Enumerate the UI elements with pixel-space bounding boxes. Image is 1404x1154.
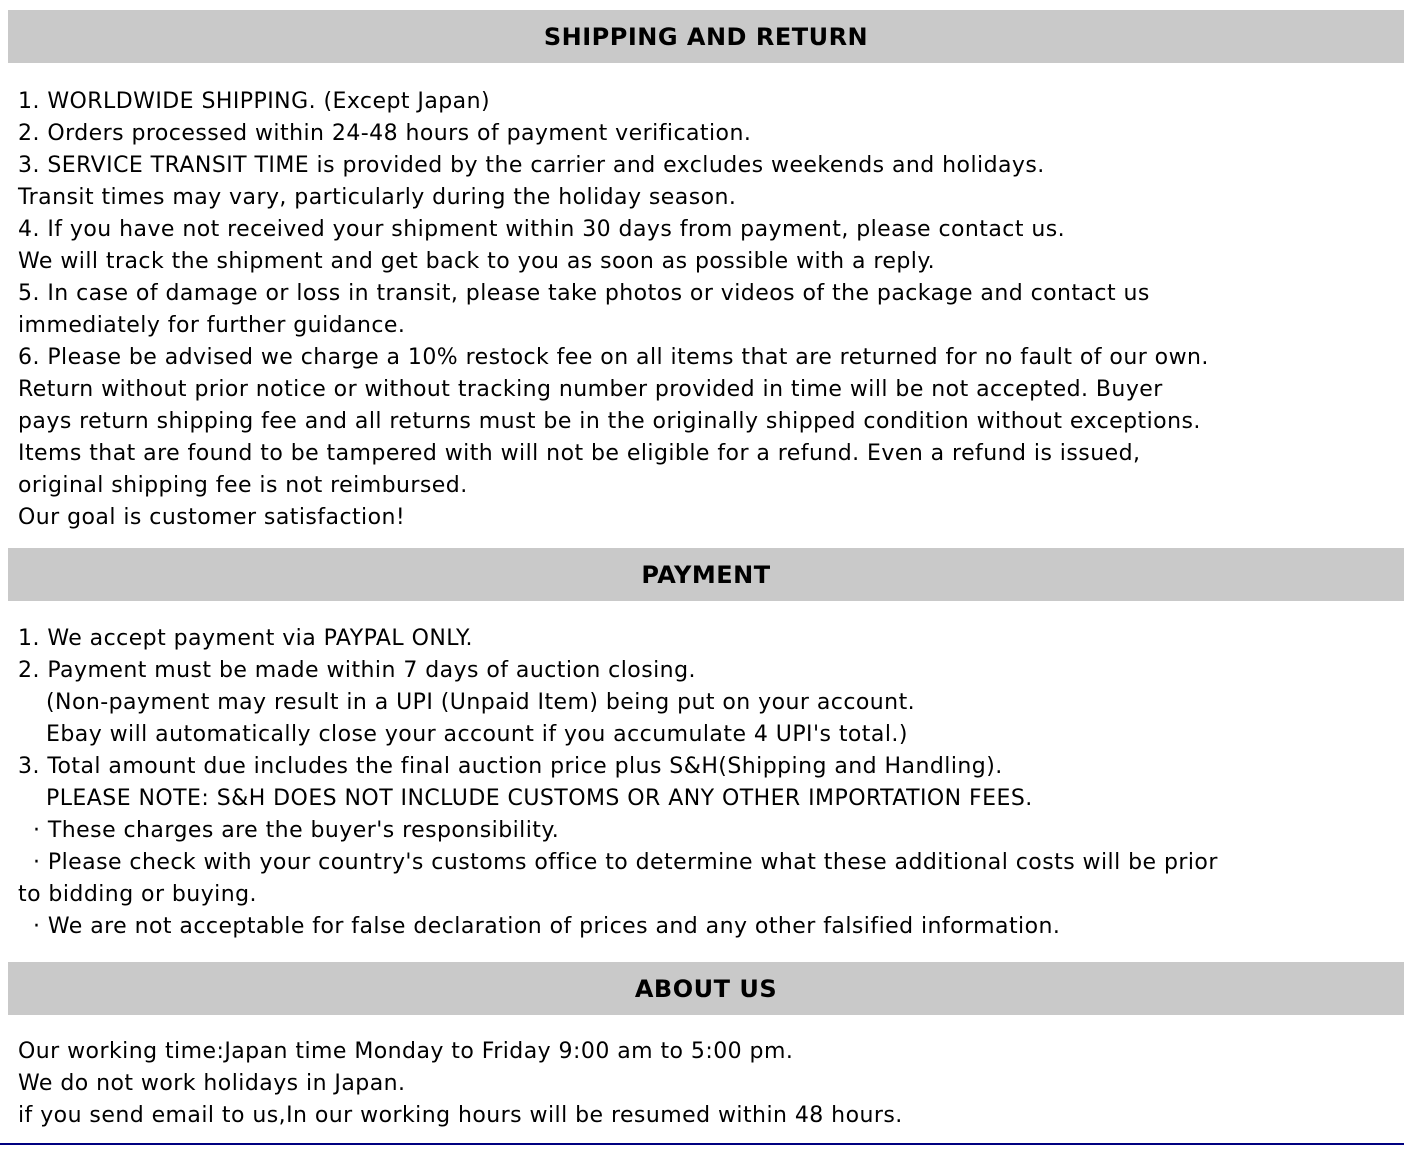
about-section-header bbox=[8, 962, 1404, 1015]
payment-bullet-line: · We are not acceptable for false declaration of prices and any other falsified information. bbox=[33, 914, 1061, 939]
payment-section-header bbox=[8, 548, 1404, 601]
shipping-line: 3. SERVICE TRANSIT TIME is provided by the carrier and excludes weekends and holidays. bbox=[18, 153, 1045, 178]
shipping-line: 1. WORLDWIDE SHIPPING. (Except Japan) bbox=[18, 89, 491, 114]
about-section-body bbox=[0, 1036, 1404, 1132]
payment-section-title: PAYMENT bbox=[641, 560, 771, 589]
payment-line: 1. We accept payment via PAYPAL ONLY. bbox=[18, 626, 473, 651]
about-line: Our working time:Japan time Monday to Friday 9:00 am to 5:00 pm. bbox=[18, 1039, 794, 1064]
payment-line: 3. Total amount due includes the final auction price plus S&H(Shipping and Handling). bbox=[18, 754, 1003, 779]
shipping-line: We will track the shipment and get back to you as soon as possible with a reply. bbox=[18, 249, 936, 274]
payment-line: Ebay will automatically close your account if you accumulate 4 UPI's total.) bbox=[46, 722, 908, 747]
shipping-section-title: SHIPPING AND RETURN bbox=[543, 22, 869, 51]
shipping-line: 6. Please be advised we charge a 10% restock fee on all items that are returned for no fault of our own. bbox=[18, 345, 1209, 370]
bottom-divider-line bbox=[0, 1143, 1404, 1145]
payment-section-body bbox=[0, 623, 1404, 943]
shipping-section-body bbox=[0, 86, 1404, 534]
payment-line: to bidding or buying. bbox=[18, 882, 257, 907]
about-section-title: ABOUT US bbox=[634, 974, 778, 1003]
payment-bullet-line: · These charges are the buyer's responsibility. bbox=[33, 818, 560, 843]
payment-line: PLEASE NOTE: S&H DOES NOT INCLUDE CUSTOMS OR ANY OTHER IMPORTATION FEES. bbox=[46, 786, 1033, 811]
shipping-line: Return without prior notice or without tracking number provided in time will be not accepted. Buyer bbox=[18, 377, 1163, 402]
about-line: if you send email to us,In our working hours will be resumed within 48 hours. bbox=[18, 1103, 903, 1128]
shipping-line: 4. If you have not received your shipment within 30 days from payment, please contact us. bbox=[18, 217, 1066, 242]
payment-line: (Non-payment may result in a UPI (Unpaid Item) being put on your account. bbox=[46, 690, 916, 715]
shipping-section-header bbox=[8, 10, 1404, 63]
shipping-line: Items that are found to be tampered with will not be eligible for a refund. Even a refund is issued, bbox=[18, 441, 1141, 466]
shipping-line: Our goal is customer satisfaction! bbox=[18, 505, 406, 530]
payment-line: 2. Payment must be made within 7 days of auction closing. bbox=[18, 658, 696, 683]
shipping-line: immediately for further guidance. bbox=[18, 313, 406, 338]
shipping-line: pays return shipping fee and all returns must be in the originally shipped condition without exceptions. bbox=[18, 409, 1201, 434]
shipping-line: 2. Orders processed within 24-48 hours of payment verification. bbox=[18, 121, 752, 146]
about-line: We do not work holidays in Japan. bbox=[18, 1071, 406, 1096]
shipping-line: original shipping fee is not reimbursed. bbox=[18, 473, 468, 498]
shipping-line: Transit times may vary, particularly during the holiday season. bbox=[18, 185, 737, 210]
shipping-line: 5. In case of damage or loss in transit, please take photos or videos of the package and contact us bbox=[18, 281, 1150, 306]
payment-bullet-line: · Please check with your country's customs office to determine what these additional costs will be prior bbox=[33, 850, 1218, 875]
